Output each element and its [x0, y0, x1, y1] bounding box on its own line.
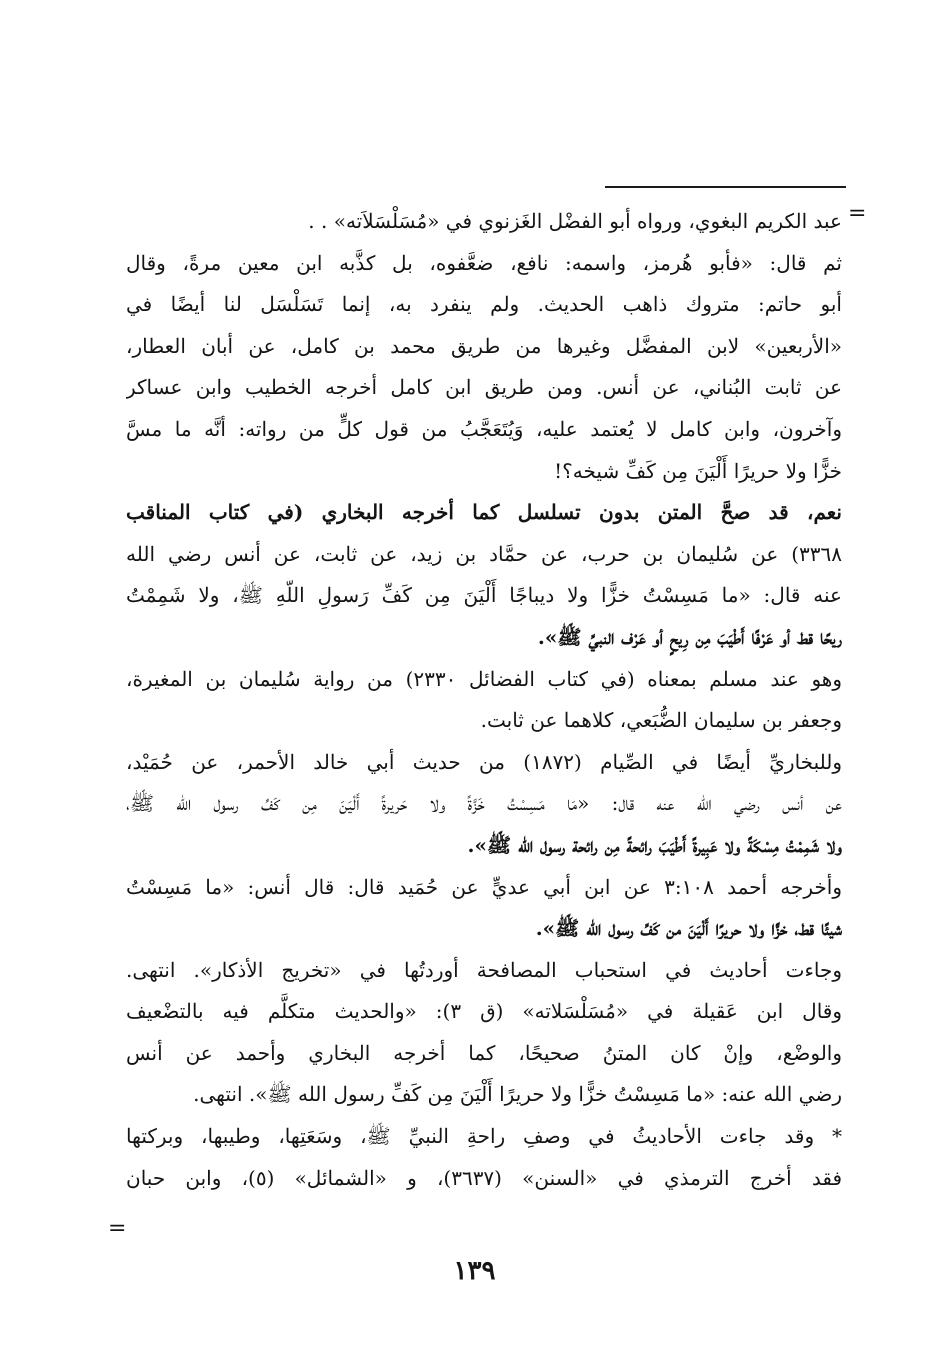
text-line: خزًّا ولا حريرًا أَلْيَنَ مِن كَفِّ شيخه؟!: [554, 458, 842, 483]
text-line: أبو حاتم: متروك ذاهب الحديث. ولم ينفرد به، إنما تَسَلْسَل لنا أيضًا في: [126, 292, 842, 317]
text-line: ريحًا قط أو عَرْفًا أَطْيَبَ مِن رِيحٍ أو عَرْف النبيِّ ﷺ».: [537, 624, 842, 649]
continuation-mark-top: =: [848, 201, 867, 226]
text-line: عنه قال: «ما مَسِسْتُ خزًّا ولا ديباجًا أَلْيَنَ مِن كَفِّ رَسولِ اللّهِ ﷺ، ولا شَمِمْتُ: [126, 583, 842, 608]
page-number: ١٣٩: [453, 1256, 496, 1286]
text-line: وآخرون، وابن كامل لا يُعتمد عليه، وَيُتَعَجَّبُ من قول كلٍّ من رواته: أنَّه ما مسَّ: [126, 416, 842, 441]
text-line: وجعفر بن سليمان الضُّبَعي، كلاهما عن ثابت.: [480, 708, 842, 733]
text-line: ثم قال: «فأبو هُرمز، واسمه: نافع، ضعَّفوه، بل كذَّبه ابن معين مرةً، وقال: [126, 250, 842, 275]
text-line: ٣٣٦٨) عن سُليمان بن حرب، عن حمَّاد بن زيد، عن ثابت، عن أنس رضي الله: [126, 541, 842, 566]
text-line: رضي الله عنه: «ما مَسِسْتُ خزًّا ولا حريرًا أَلْيَنَ مِن كَفِّ رسول الله ﷺ». انتهى.: [193, 1082, 842, 1107]
text-line: عبد الكريم البغوي، ورواه أبو الفضْل الغَزنوي في «مُسَلْسَلاَته» . .: [308, 209, 842, 233]
text-line: وأخرجه أحمد ٣:١٠٨ عن ابن أبي عديٍّ عن حُمَيد قال: قال أنس: «ما مَسِسْتُ: [126, 874, 842, 899]
text-line: وللبخاريِّ أيضًا في الصِّيام (١٨٧٢) من حديث أبي خالد الأحمر، عن حُمَيْد،: [126, 749, 842, 774]
text-line: ولا شَمِمْتُ مِسْكَةً ولا عَبِيرةً أَطْيَبَ رائحةً مِن رائحة رسول الله ﷺ».: [467, 832, 842, 857]
footnote-separator: [605, 186, 846, 188]
continuation-mark-bottom: =: [108, 1216, 127, 1241]
text-line: فقد أخرج الترمذي في «السنن» (٣٦٣٧)، و «الشمائل» (٥)، وابن حبان: [126, 1165, 842, 1190]
text-line: وهو عند مسلم بمعناه (في كتاب الفضائل ٢٣٣٠) من رواية سُليمان بن المغيرة،: [126, 666, 842, 691]
text-line: والوضْع، وإنْ كان المتنُ صحيحًا، كما أخرجه البخاري وأحمد عن أنس: [126, 1040, 842, 1065]
text-line: عن ثابت البُناني، عن أنس. ومن طريق ابن كامل أخرجه الخطيب وابن عساكر: [126, 375, 842, 400]
footnote-text-block: [126, 201, 842, 1199]
text-line: «الأربعين» لابن المفضَّل وغيرها من طريق محمد بن كامل، عن أبان العطار،: [126, 333, 842, 358]
text-line: وجاءت أحاديث في استحباب المصافحة أوردتُها في «تخريج الأذكار». انتهى.: [126, 957, 842, 982]
text-line: عن أنس رضي الله عنه قال: «مَا مَسِسْتُ خَزَّةً ولا حَريرةً أَلْيَنَ مِن كَفِّ رسول الله ﷺ،: [126, 791, 842, 816]
text-line: شيئًا قط، خزًّا ولا حريرًا أَلْيَنَ من كَفِّ رسول الله ﷺ».: [535, 916, 842, 941]
text-line: وقال ابن عَقيلة في «مُسَلْسَلاته» (ق ٣): «والحديث متكلَّم فيه بالتضْعيف: [126, 999, 842, 1024]
text-line: * وقد جاءت الأحاديثُ في وصفِ راحةِ النبيِّ ﷺ، وسَعَتِها، وطيبها، وبركتها: [126, 1124, 842, 1149]
text-line: نعم، قد صحَّ المتن بدون تسلسل كما أخرجه البخاري (في كتاب المناقب: [126, 500, 842, 525]
